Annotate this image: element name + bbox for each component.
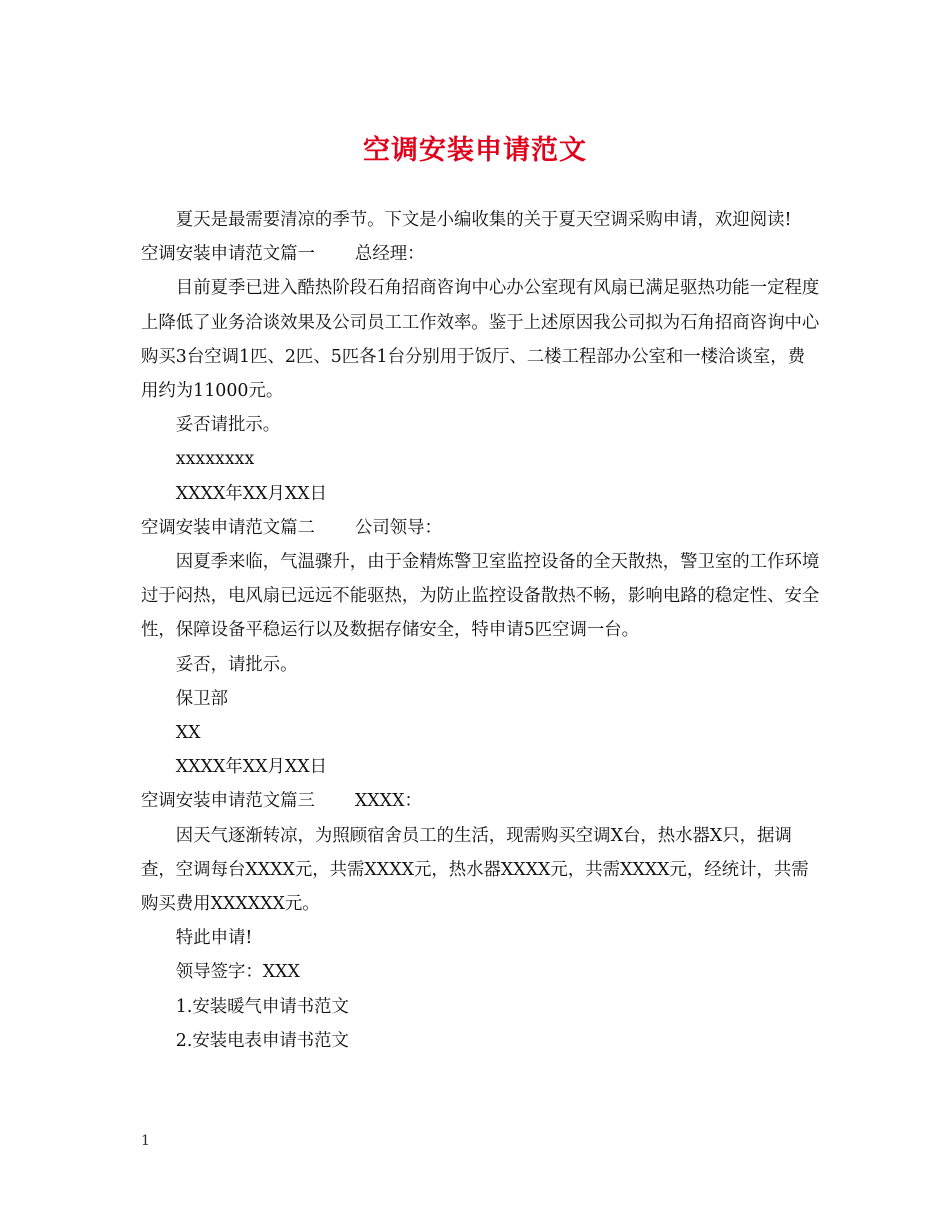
section-1-recipient: 总经理： xyxy=(354,244,425,265)
section-3-recipient: XXXX： xyxy=(354,791,422,812)
page-number: 1 xyxy=(141,1133,150,1149)
section-2-body: 因夏季来临，气温骤升，由于金精炼警卫室监控设备的全天散热，警卫室的工作环境过于闷热，电风扇已远远不能驱热，为防止监控设备散热不畅，影响电路的稳定性、安全性，保障设备平稳运行以及数据存储安全，特申请5匹空调一台。 xyxy=(141,552,820,641)
section-3-closing: 特此申请! xyxy=(175,928,253,949)
section-3-body: 因天气逐渐转凉，为照顾宿舍员工的生活，现需购买空调X台，热水器X只，据调查，空调每台XXXX元，共需XXXX元，热水器XXXX元，共需XXXX元，经统计，共需购买费用XXXXXX元。 xyxy=(141,825,809,915)
section-1-body: 目前夏季已进入酷热阶段石角招商咨询中心办公室现有风扇已满足驱热功能一定程度上降低了业务洽谈效果及公司员工工作效率。鉴于上述原因我公司拟为石角招商咨询中心购买3台空调1匹、2匹、5匹各1台分别用于饭厅、二楼工程部办公室和一楼洽谈室，费用约为11000元。 xyxy=(141,278,820,402)
section-2-recipient: 公司领导： xyxy=(354,517,442,538)
section-2-closing: 妥否，请批示。 xyxy=(175,654,298,675)
section-2-signature: XX xyxy=(175,723,201,744)
section-3-header xyxy=(141,784,821,818)
section-2-date: XXXX年XX月XX日 xyxy=(175,757,328,778)
document-body xyxy=(141,203,821,1058)
section-1-heading: 空调安装申请范文篇一 xyxy=(141,244,315,265)
section-1-date: XXXX年XX月XX日 xyxy=(175,483,328,504)
section-1-signature: xxxxxxxx xyxy=(175,449,255,470)
related-link-2[interactable]: 2.安装电表申请书范文 xyxy=(175,1030,349,1051)
related-link-1[interactable]: 1.安装暖气申请书范文 xyxy=(175,996,349,1017)
section-3-heading: 空调安装申请范文篇三 xyxy=(141,791,315,812)
section-3-signature: 领导签字：XXX xyxy=(175,962,300,983)
section-1-closing: 妥否请批示。 xyxy=(175,415,281,436)
section-2-header xyxy=(141,511,821,545)
section-2-heading: 空调安装申请范文篇二 xyxy=(141,517,315,538)
section-2-department: 保卫部 xyxy=(175,688,228,709)
section-1-header xyxy=(141,237,821,271)
intro-paragraph: 夏天是最需要清凉的季节。下文是小编收集的关于夏天空调采购申请，欢迎阅读! xyxy=(175,210,792,230)
page-title: 空调安装申请范文 xyxy=(363,135,587,166)
